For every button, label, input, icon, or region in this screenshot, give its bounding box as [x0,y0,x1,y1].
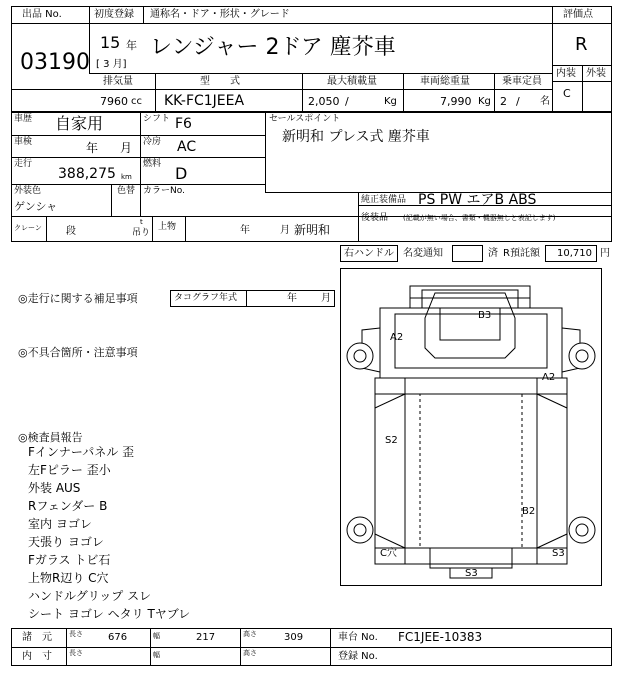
name-label: 通称名・ドア・形状・グレード [150,9,290,20]
mark-s3-bottom: S3 [465,568,478,579]
int-length-label: 長さ [69,649,83,657]
interior-grade: C [563,87,571,100]
ac-label: 冷房 [143,137,162,147]
reg-label: 登録 No. [338,651,378,662]
name-change-checkbox [452,245,483,262]
mileage-value: 388,275 [58,166,116,182]
lot-label: 出品 No. [22,9,62,20]
tacho-year: 年 [287,293,297,304]
shift-value: F6 [175,116,192,132]
ext-color-label: 外装色 [14,186,42,196]
history-label: 車歴 [14,114,33,124]
ac-value: AC [177,139,197,155]
length-label: 長さ [69,630,83,638]
max-load-kg: Kg [384,96,397,107]
fuel-label: 燃料 [143,159,162,169]
inspector-item: Fガラス トビ石 [28,553,111,567]
shift-label: シフト [143,114,171,124]
first-reg-label: 初度登録 [94,9,134,20]
tacho-label: タコグラフ年式 [174,293,238,303]
capacity-slash: / [516,95,520,108]
inspector-item: 外装 AUS [28,481,81,495]
sales-points-label: セールスポイント [269,114,341,124]
driving-notes-label: ◎走行に関する補足事項 [18,292,138,305]
body-year: 年 [240,225,250,236]
mileage-label: 走行 [14,159,33,169]
body-label: 上物 [158,222,177,232]
recycle-unit: 円 [600,248,610,259]
mark-b2: B2 [522,506,536,517]
color-no-label: カラーNo. [143,186,185,196]
displacement-label: 排気量 [103,76,133,87]
recycle-deposit-value: 10,710 [557,248,592,259]
max-load-value: 2,050 [308,95,340,108]
defects-label: ◎不具合箇所・注意事項 [18,346,138,359]
max-load-slash: / [345,95,349,108]
inspector-item: ハンドルグリップ スレ [28,589,152,603]
model-value: KK-FC1JEEA [164,93,245,109]
inspector-label: ◎検査員報告 [18,431,83,444]
displacement-unit: cc [131,96,142,107]
chassis-label: 車台 No. [338,632,378,643]
ext-color-value: ゲンシャ [14,200,58,213]
aftermarket-note: (記載が無い場合、書類・機器無しと表記します) [403,214,556,222]
crane-lift: 吊り [132,228,151,238]
first-reg-month: [ 3 月] [96,59,127,70]
inspector-item: シート ヨゴレ ヘタリ Tヤブレ [28,607,191,621]
length-value: 676 [108,632,128,643]
inspector-item: 天張り ヨゴレ [28,535,104,549]
inspector-item: 上物R辺り C穴 [28,571,109,585]
mark-a2-left: A2 [390,332,404,343]
truck-damage-diagram [340,268,602,586]
car-name: レンジャー 2ドア 塵芥車 [150,35,396,60]
aftermarket-label: 後装品 [361,213,389,223]
grade-value: R [575,34,588,55]
inspector-item: 左Fピラー 歪小 [28,463,111,477]
gross-weight-unit: Kg [478,96,491,107]
gross-weight-value: 7,990 [440,95,472,108]
inspector-item: Fインナーパネル 歪 [28,445,135,459]
crane-ton: t [140,218,143,226]
grade-label: 評価点 [563,9,593,20]
mark-a2-right: A2 [542,372,556,383]
name-change-label: 名変通知 [403,248,443,259]
inspection-year: 年 [86,141,99,155]
capacity-unit: 名 [540,96,550,107]
capacity-value: 2 [500,95,507,108]
inspector-item: 室内 ヨゴレ [28,517,92,531]
inspection-month: 月 [120,141,133,155]
exterior-grade-label: 外装 [586,68,606,79]
dims-label: 諸 元 [22,632,52,643]
history-value: 自家用 [55,114,104,133]
interior-dims-label: 内 寸 [22,651,52,662]
max-load-label: 最大積載量 [327,76,377,87]
mark-s3-right: S3 [552,548,565,559]
crane-stage: 段 [66,226,76,237]
fuel-value: D [175,164,188,183]
mark-c-hole: C穴 [380,548,397,559]
inspector-item: Rフェンダー B [28,499,108,513]
body-maker: 新明和 [294,223,331,237]
int-width-label: 幅 [153,651,160,659]
tacho-month: 月 [321,293,331,304]
body-month: 月 [280,225,290,236]
model-label: 型 式 [200,76,240,87]
mileage-unit: km [121,173,132,181]
equipment-label: 純正装備品 [361,195,407,205]
gross-weight-label: 車両総重量 [420,76,470,87]
recycle-deposit-label: R預託額 [503,248,540,259]
recycle-done-label: 済 [488,248,498,259]
displacement-value: 7960 [100,95,128,108]
color-code-label: 色替 [117,186,136,196]
mark-s2: S2 [385,435,398,446]
interior-grade-label: 内装 [556,68,576,79]
steering-value: 右ハンドル [344,248,394,259]
sales-points-value: 新明和 プレス式 塵芥車 [282,129,430,145]
mark-b3: B3 [478,310,492,321]
capacity-label: 乗車定員 [502,76,542,87]
chassis-value: FC1JEE-10383 [398,630,483,644]
width-label: 幅 [153,632,160,640]
inspection-label: 車検 [14,137,33,147]
first-reg-year: 15 [100,33,121,52]
height-label: 高さ [243,630,257,638]
width-value: 217 [196,632,216,643]
crane-label: クレーン [14,224,42,232]
int-height-label: 高さ [243,649,257,657]
height-value: 309 [284,632,304,643]
equipment-value: PS PW エアB ABS [418,192,537,208]
lot-number: 03190 [20,50,90,75]
year-unit: 年 [126,39,137,52]
